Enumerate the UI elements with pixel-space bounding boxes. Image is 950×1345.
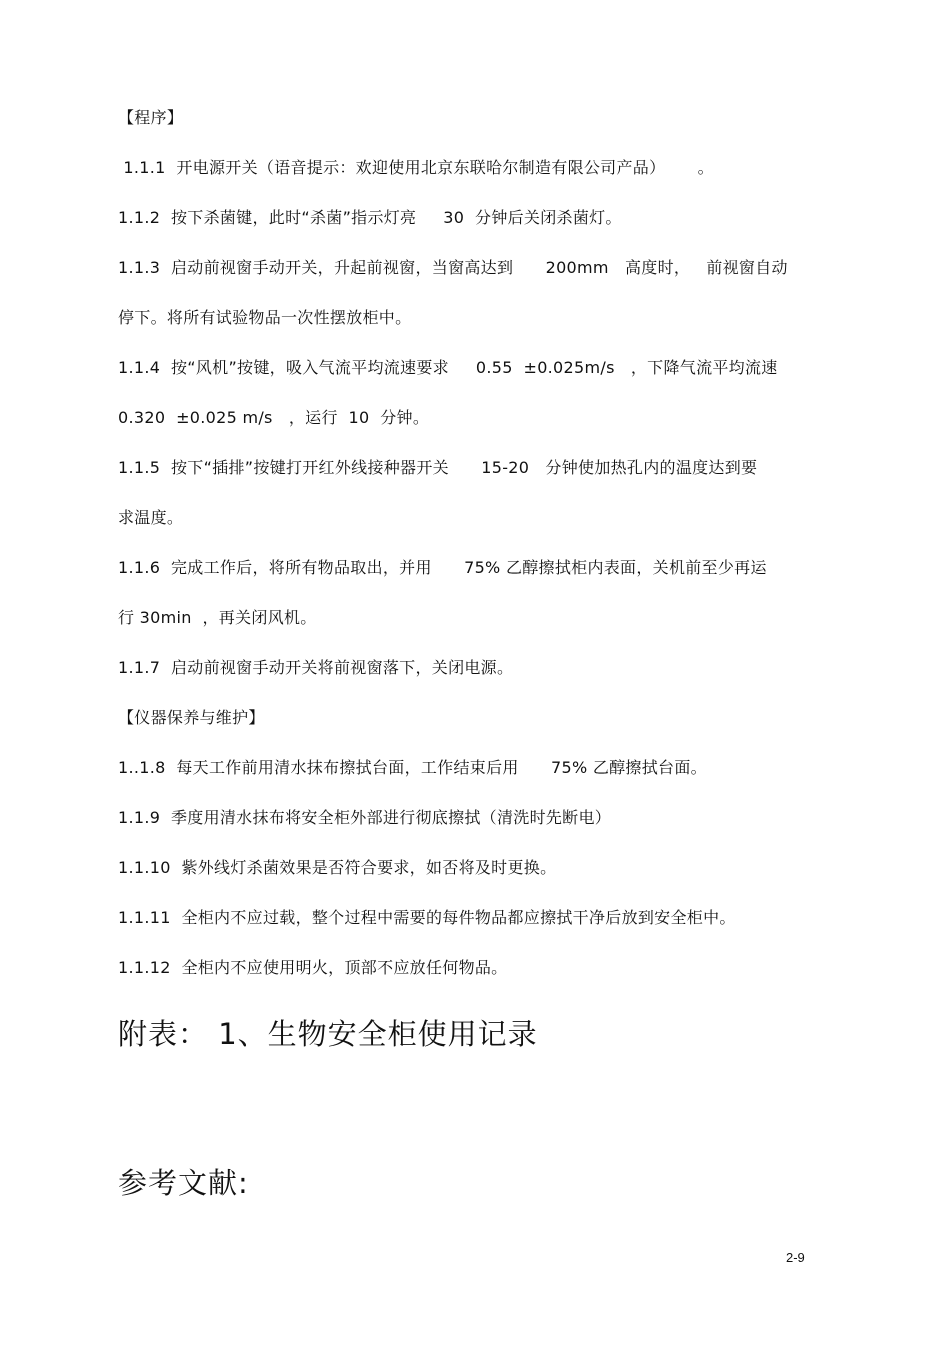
step-1-1-7: 1.1.7 启动前视窗手动开关将前视窗落下，关闭电源。 [118,658,514,677]
step-1-1-5-line-2: 求温度。 [118,508,184,527]
step-1-1-5-line-1: 1.1.5 按下“插排”按键打开红外线接种器开关 15-20 分钟使加热孔内的温度达到要 [118,458,758,477]
step-1-1-6-line-1: 1.1.6 完成工作后，将所有物品取出，并用 75% 乙醇擦拭柜内表面，关机前至少再运 [118,558,767,577]
step-1-1-8: 1..1.8 每天工作前用清水抹布擦拭台面，工作结束后用 75% 乙醇擦拭台面。 [118,758,707,777]
step-1-1-9: 1.1.9 季度用清水抹布将安全柜外部进行彻底擦拭（清洗时先断电） [118,808,612,827]
appendix-title: 附表： 1、生物安全柜使用记录 [118,1017,538,1051]
step-1-1-6-line-2: 行 30min ，再关闭风机。 [118,608,317,627]
step-1-1-12: 1.1.12 全柜内不应使用明火，顶部不应放任何物品。 [118,958,508,977]
references-title: 参考文献: [118,1166,249,1200]
step-1-1-11: 1.1.11 全柜内不应过载，整个过程中需要的每件物品都应擦拭干净后放到安全柜中。 [118,908,736,927]
step-1-1-3-line-1: 1.1.3 启动前视窗手动开关，升起前视窗，当窗高达到 200mm 高度时， 前视窗自动 [118,258,788,277]
procedure-heading: 【程序】 [118,108,184,127]
step-1-1-4-line-1: 1.1.4 按“风机”按键，吸入气流平均流速要求 0.55 ±0.025m/s ，下降气流平均流速 [118,358,778,377]
step-1-1-3-line-2: 停下。将所有试验物品一次性摆放柜中。 [118,308,412,327]
step-1-1-2: 1.1.2 按下杀菌键，此时“杀菌”指示灯亮 30 分钟后关闭杀菌灯。 [118,208,622,227]
step-1-1-10: 1.1.10 紫外线灯杀菌效果是否符合要求，如否将及时更换。 [118,858,557,877]
step-1-1-4-line-2: 0.320 ±0.025 m/s ，运行 10 分钟。 [118,408,430,427]
maintenance-heading: 【仪器保养与维护】 [118,708,265,727]
step-1-1-1: 1.1.1 开电源开关（语音提示：欢迎使用北京东联哈尔制造有限公司产品） 。 [118,158,714,177]
page-number: 2-9 [786,1250,805,1265]
